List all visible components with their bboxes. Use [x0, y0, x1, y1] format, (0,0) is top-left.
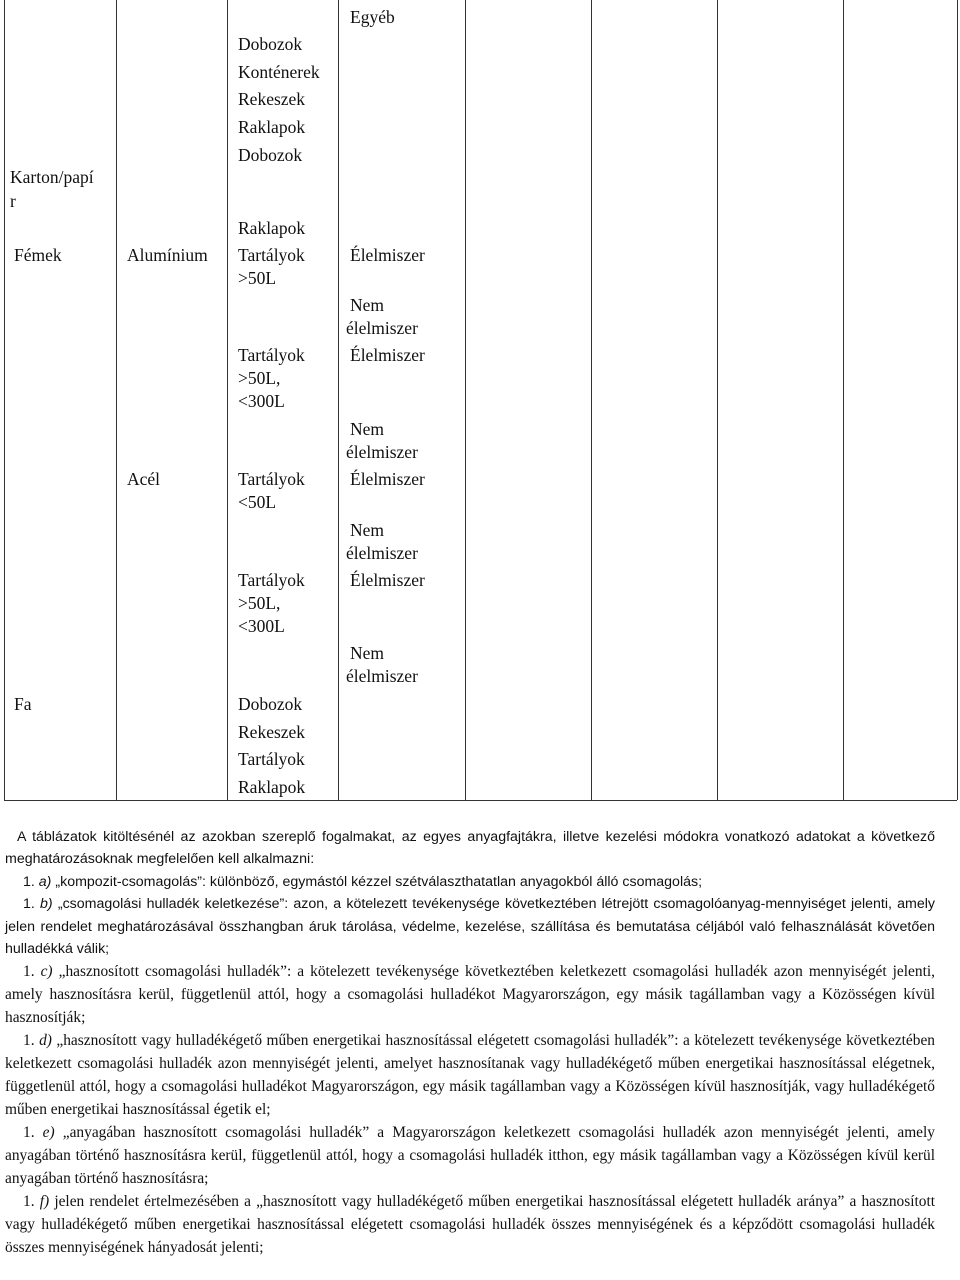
cell-item: Raklapok — [238, 117, 306, 137]
cell-nonfood: Nem — [350, 520, 385, 540]
definition-number: 1. — [23, 1124, 35, 1142]
definition-text: „kompozit-csomagolás”: különböző, egymástól kézzel szétválaszthatatlan anyagokból álló csomagolás; — [55, 873, 703, 890]
table-border — [591, 0, 592, 800]
cell-item: Dobozok — [238, 34, 303, 54]
cell-item: Tartályok — [238, 345, 305, 365]
definition-letter: c) — [40, 963, 53, 981]
definition-letter: b) — [40, 896, 53, 913]
column-header-other: Egyéb — [350, 7, 395, 27]
cell-nonfood: Nem — [350, 419, 385, 439]
cell-item: <50L — [238, 492, 277, 512]
definition-a — [5, 871, 935, 893]
cell-food: Élelmiszer — [350, 345, 425, 365]
definition-b — [5, 893, 935, 960]
definition-letter: d) — [39, 1032, 52, 1050]
definition-c — [5, 960, 935, 1029]
table-border — [4, 0, 5, 800]
table-border — [843, 0, 844, 800]
material-label: r — [10, 191, 16, 211]
intro-paragraph: A táblázatok kitöltésénél az azokban szereplő fogalmakat, az egyes anyagfajtákra, illetve kezelési módokra vonatkozó adatokat a következő meghatározásoknak megfelelően kell alkalmazni: — [5, 829, 935, 868]
cell-item: >50L, — [238, 368, 281, 388]
cell-item: Rekeszek — [238, 722, 306, 742]
table-border — [4, 800, 957, 801]
cell-item: <300L — [238, 391, 285, 411]
cell-item: <300L — [238, 616, 285, 636]
subtype-label: Acél — [127, 469, 161, 489]
definition-text: jelen rendelet értelmezésében a „hasznosított vagy hulladékégető műben energetikai hasznosítással elégetett hulladék aránya” a hasznosított vagy hulladékégető műben energetikai hasznosítással elégetett csomagolási hulladék összes mennyiségének és a képződött csomagolási hulladék összes mennyiségének hányadosát jelenti; — [5, 1193, 935, 1257]
definition-text: „hasznosított vagy hulladékégető műben energetikai hasznosítással elégetett csomagolási hulladék”: a kötelezett tevékenysége következtében keletkezett csomagolási hulladék azon mennyiségét jelenti, amelyet hasznosítanak vagy hulladékégető műben energetikai hasznosítással elégetnek, függetlenül attól, hogy a csomagolási hulladékot Magyarországon, egy másik tagállamban vagy a Közösségen kívül hasznosítják, vagy hulladékégető műben energetikai hasznosítással égetik el; — [5, 1032, 935, 1119]
definition-e — [5, 1121, 935, 1190]
cell-food: Élelmiszer — [350, 469, 425, 489]
cell-nonfood: élelmiszer — [346, 666, 418, 686]
cell-item: Dobozok — [238, 145, 303, 165]
table-border — [957, 0, 958, 800]
cell-item: Tartályok — [238, 749, 305, 769]
cell-item: >50L, — [238, 593, 281, 613]
definition-number: 1. — [23, 873, 35, 890]
cell-item: Tartályok — [238, 469, 305, 489]
cell-nonfood: élelmiszer — [346, 543, 418, 563]
table-border — [717, 0, 718, 800]
cell-item: Tartályok — [238, 570, 305, 590]
definition-letter: e) — [42, 1124, 55, 1142]
cell-item: Tartályok — [238, 245, 305, 265]
definitions-section — [5, 826, 935, 1259]
cell-item: Raklapok — [238, 218, 306, 238]
cell-nonfood: Nem — [350, 643, 385, 663]
definition-letter: f) — [39, 1193, 50, 1211]
definition-number: 1. — [23, 1032, 35, 1050]
cell-item: Rekeszek — [238, 89, 306, 109]
table-border — [227, 0, 228, 800]
definition-text: „anyagában hasznosított csomagolási hulladék” a Magyarországon keletkezett csomagolási hulladék azon mennyiségét jelenti, amely anyagában történő hasznosításra kerül, függetlenül attól, hogy a csomagolási hulladék itthon, egy másik tagállamban vagy a Közösségen kívül kerül anyagában történő hasznosításra; — [5, 1124, 935, 1188]
definition-d — [5, 1029, 935, 1121]
cell-nonfood: Nem — [350, 295, 385, 315]
cell-item: Dobozok — [238, 694, 303, 714]
table-border — [465, 0, 466, 800]
material-label: Karton/papí — [10, 167, 94, 187]
definition-letter: a) — [38, 873, 52, 890]
table-border — [338, 0, 339, 800]
definition-f — [5, 1190, 935, 1259]
cell-item: Raklapok — [238, 777, 306, 797]
subtype-label: Alumínium — [127, 245, 208, 265]
cell-item: Konténerek — [238, 62, 320, 82]
material-label: Fa — [14, 694, 32, 714]
definition-text: „hasznosított csomagolási hulladék”: a kötelezett tevékenysége következtében keletkezett csomagolási hulladék azon mennyiségét jelenti, amely hasznosításra kerül, függetlenül attól, hogy a csomagolási hulladékot Magyarországon, egy másik tagállamban vagy a Közösségen kívül hasznosítják; — [5, 963, 935, 1027]
cell-food: Élelmiszer — [350, 245, 425, 265]
table-border — [116, 0, 117, 800]
definition-number: 1. — [23, 963, 35, 981]
cell-nonfood: élelmiszer — [346, 318, 418, 338]
cell-item: >50L — [238, 268, 277, 288]
definition-number: 1. — [23, 896, 35, 913]
cell-food: Élelmiszer — [350, 570, 425, 590]
definition-text: „csomagolási hulladék keletkezése”: azon, a kötelezett tevékenysége következtében létrejött csomagolóanyag-mennyiséget jelenti, amely jelen rendelet meghatározásával összhangban áruk tárolása, védelme, kezelése, szállítása és bemutatása céljából való felhasználását követően hulladékká válik; — [5, 896, 935, 958]
material-label: Fémek — [14, 245, 62, 265]
cell-nonfood: élelmiszer — [346, 442, 418, 462]
definition-number: 1. — [23, 1193, 35, 1211]
